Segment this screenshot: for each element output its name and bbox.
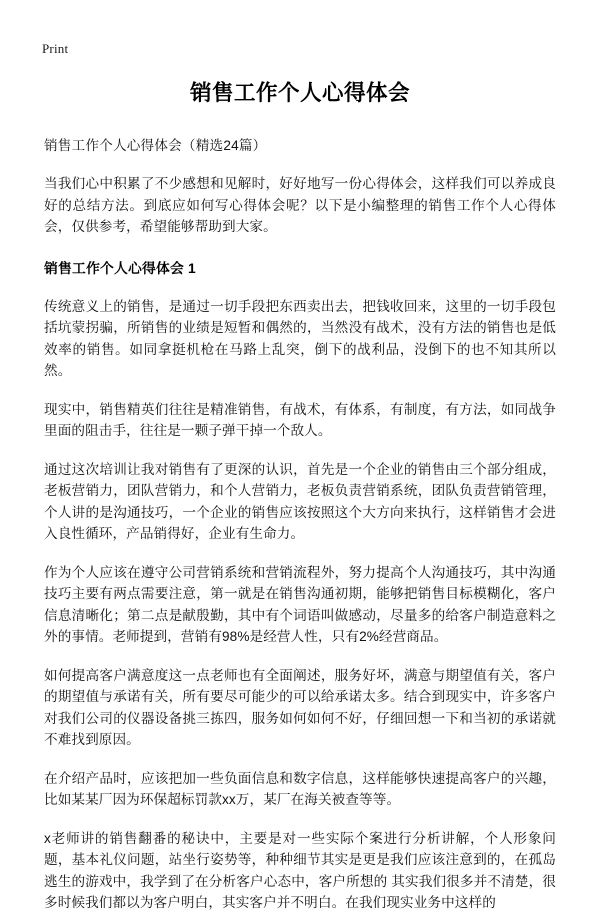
page-title: 销售工作个人心得体会	[189, 81, 410, 105]
document-subtitle: 销售工作个人心得体会（精选24篇）	[44, 138, 267, 153]
body-paragraph: 现实中，销售精英们往往是精准销售，有战术，有体系，有制度，有方法，如同战争里面的阻击手，往往是一颗子弹干掉一个敌人。	[44, 401, 556, 438]
body-paragraph: 如何提高客户满意度这一点老师也有全面阐述，服务好坏，满意与期望值有关，客户的期望值与承诺有关，所有要尽可能少的可以给承诺太多。结合到现实中，许多客户对我们公司的仪器设备挑三拣四，服务如何如何不好，仔细回想一下和当初的承诺就不难找到原因。	[44, 667, 556, 747]
body-paragraph: 作为个人应该在遵守公司营销系统和营销流程外，努力提高个人沟通技巧，其中沟通技巧主要有两点需要注意，第一就是在销售沟通初期，能够把销售目标模糊化，客户信息清晰化；第二点是献殷勤，其中有个词语叫做感动，尽量多的给客户制造意料之外的事情。老师提到，营销有98%是经营人性，只有2%经营商品。	[44, 564, 556, 644]
body-paragraph: x老师讲的销售翻番的秘诀中，主要是对一些实际个案进行分析讲解，个人形象问题，基本礼仪问题，站坐行姿势等，种种细节其实是更是我们应该注意到的，在孤岛逃生的游戏中，我学到了在分析客户心态中，客户所想的 其实我们很多并不清楚，很多时候我们都以为客户明白，其实客户并不明白。在我们现实业务中这样的	[44, 830, 556, 910]
section-heading-1: 销售工作个人心得体会 1	[44, 260, 196, 276]
document-body	[44, 70, 556, 914]
print-button[interactable]: Print	[42, 41, 69, 56]
body-paragraph: 通过这次培训让我对销售有了更深的认识，首先是一个企业的销售由三个部分组成，老板营销力，团队营销力，和个人营销力，老板负责营销系统，团队负责营销管理，个人讲的是沟通技巧，一个企业的销售应该按照这个大方向来执行，这样销售才会进入良性循环，产品销得好，企业有生命力。	[44, 461, 556, 541]
intro-paragraph: 当我们心中积累了不少感想和见解时，好好地写一份心得体会，这样我们可以养成良好的总结方法。到底应如何写心得体会呢？以下是小编整理的销售工作个人心得体会，仅供参考，希望能够帮助到大家。	[44, 176, 556, 234]
body-paragraph: 传统意义上的销售，是通过一切手段把东西卖出去，把钱收回来，这里的一切手段包括坑蒙拐骗，所销售的业绩是短暂和偶然的，当然没有战术，没有方法的销售也是低效率的销售。如同拿挺机枪在马路上乱突，倒下的战利品，没倒下的也不知其所以然。	[44, 298, 556, 378]
body-paragraph: 在介绍产品时，应该把加一些负面信息和数字信息，这样能够快速提高客户的兴趣，比如某某厂因为环保超标罚款xx万，某厂在海关被查等等。	[44, 770, 556, 807]
